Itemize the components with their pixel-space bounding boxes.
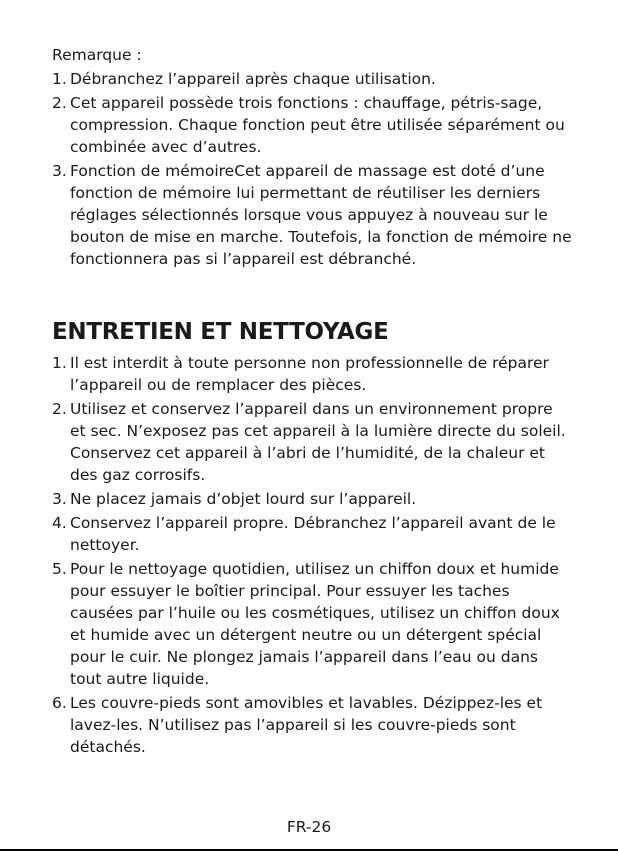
section-title: ENTRETIEN ET NETTOYAGE (52, 319, 389, 345)
maintenance-item-text: Ne placez jamais d’objet lourd sur l’appareil. (70, 490, 417, 508)
note-item-text: Cet appareil possède trois fonctions : chauffage, pétris-sage, compression. Chaque fonction peut être utilisée séparément ou combinée avec d’autres. (70, 94, 565, 156)
maintenance-item-2 (52, 398, 572, 486)
note-list (52, 68, 572, 270)
note-item-3 (52, 160, 572, 270)
maintenance-item-number: 1. (52, 354, 67, 372)
maintenance-item-6 (52, 692, 572, 758)
maintenance-item-number: 2. (52, 400, 67, 418)
note-item-text: Débranchez l’appareil après chaque utilisation. (70, 70, 436, 88)
maintenance-item-number: 6. (52, 694, 67, 712)
note-item-1 (52, 68, 572, 90)
note-item-text: Fonction de mémoireCet appareil de massage est doté d’une fonction de mémoire lui permettant de réutiliser les derniers réglages sélectionnés lorsque vous appuyez à nouveau sur le bouton de mise en marche. Toutefois, la fonction de mémoire ne fonctionnera pas si l’appareil est débranché. (70, 162, 572, 268)
maintenance-item-4 (52, 512, 572, 556)
maintenance-item-text: Pour le nettoyage quotidien, utilisez un chiffon doux et humide pour essuyer le boîtier principal. Pour essuyer les taches causées par l’huile ou les cosmétiques, utilisez un chiffon doux et humide avec un détergent neutre ou un détergent spécial pour le cuir. Ne plongez jamais l’appareil dans l’eau ou dans tout autre liquide. (70, 560, 560, 688)
note-item-number: 3. (52, 162, 67, 180)
maintenance-item-text: Il est interdit à toute personne non professionnelle de réparer l’appareil ou de remplacer des pièces. (70, 354, 549, 394)
maintenance-item-3 (52, 488, 572, 510)
maintenance-item-number: 3. (52, 490, 67, 508)
note-heading: Remarque : (52, 46, 142, 64)
maintenance-item-number: 4. (52, 514, 67, 532)
note-item-number: 1. (52, 70, 67, 88)
maintenance-item-text: Conservez l’appareil propre. Débranchez l’appareil avant de le nettoyer. (70, 514, 556, 554)
page-number: FR-26 (286, 818, 332, 836)
manual-page (52, 44, 572, 760)
maintenance-item-text: Utilisez et conservez l’appareil dans un environnement propre et sec. N’exposez pas cet appareil à la lumière directe du soleil. Conservez cet appareil à l’abri de l’humidité, de la chaleur et des gaz corrosifs. (70, 400, 566, 484)
maintenance-item-1 (52, 352, 572, 396)
maintenance-item-5 (52, 558, 572, 690)
maintenance-item-number: 5. (52, 560, 67, 578)
note-item-2 (52, 92, 572, 158)
maintenance-list (52, 352, 572, 758)
maintenance-item-text: Les couvre-pieds sont amovibles et lavables. Dézippez-les et lavez-les. N’utilisez pas l’appareil si les couvre-pieds sont détachés. (70, 694, 543, 756)
note-item-number: 2. (52, 94, 67, 112)
